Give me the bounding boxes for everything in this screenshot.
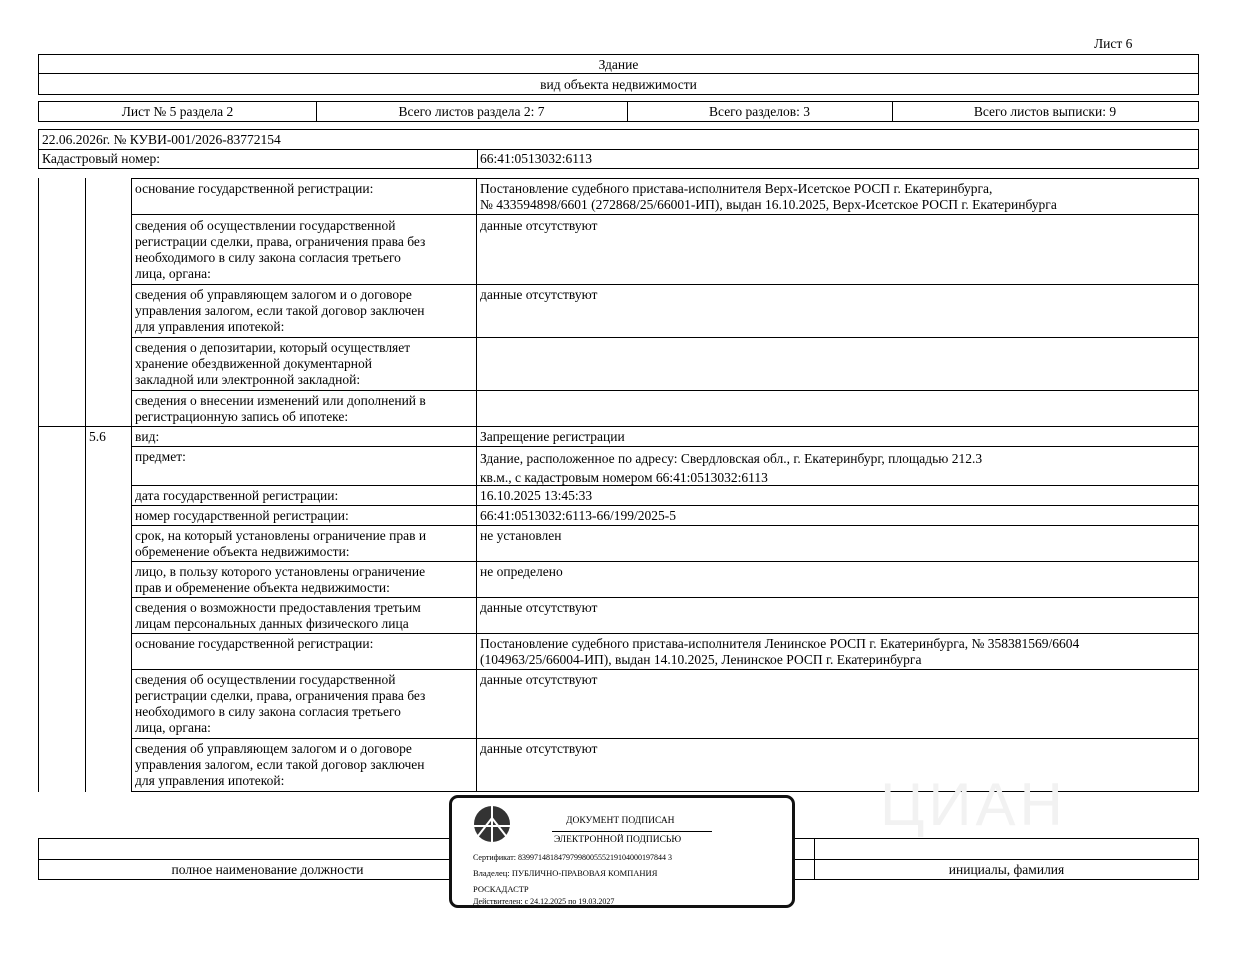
row-value: данные отсутствуют: [480, 287, 598, 302]
object-type-box: [38, 54, 1199, 95]
row-label: лицо, в пользу которого установлены ограничение прав и обременение объекта недвижимости:: [135, 564, 426, 595]
row-value: Здание, расположенное по адресу: Свердловская обл., г. Екатеринбург, площадью 212.3 кв.м., с кадастровым номером 66:41:0513032:6113: [480, 451, 983, 485]
watermark: ЦИАН: [880, 771, 1067, 838]
row-value: Постановление судебного пристава-исполнителя Ленинское РОСП г. Екатеринбурга, № 358381569/6604 (104963/25/66004-ИП), выдан 14.10.2025, Ленинское РОСП г. Екатеринбурга: [480, 636, 1080, 667]
name-caption: инициалы, фамилия: [948, 862, 1065, 877]
row-label: сведения о депозитарии, который осуществляет хранение обездвиженной документарной закладной или электронной закладной:: [135, 340, 411, 387]
row-label: сведения о внесении изменений или дополнений в регистрационную запись об ипотеке:: [135, 393, 426, 424]
row-label: дата государственной регистрации:: [135, 488, 339, 503]
row-label: срок, на который установлены ограничение прав и обременение объекта недвижимости:: [135, 528, 427, 559]
row-label: сведения об управляющем залогом и о договоре управления залогом, если такой договор заключен для управления ипотекой:: [135, 287, 425, 334]
sheet-number: Лист 6: [1094, 36, 1133, 51]
doc-ref: 22.06.2026г. № КУВИ-001/2026-83772154: [42, 132, 281, 147]
stamp-title-1: ДОКУМЕНТ ПОДПИСАН: [566, 816, 675, 826]
row-label: основание государственной регистрации:: [135, 181, 374, 196]
stamp-title-2: ЭЛЕКТРОННОЙ ПОДПИСЬЮ: [554, 835, 682, 845]
emblem-icon: [472, 804, 512, 844]
row-value: данные отсутствуют: [480, 741, 598, 756]
row-value: не установлен: [480, 528, 562, 543]
records-table: [38, 178, 1199, 792]
row-value: Постановление судебного пристава-исполнителя Верх-Исетское РОСП г. Екатеринбурга, № 433594898/6601 (272868/25/66001-ИП), выдан 16.10.2025, Верх-Исетское РОСП г. Екатеринбурга: [480, 181, 1057, 212]
row-value: 66:41:0513032:6113-66/199/2025-5: [480, 508, 676, 523]
row-label: основание государственной регистрации:: [135, 636, 374, 651]
cadastral-label: Кадастровый номер:: [42, 151, 161, 166]
stamp-owner-2: РОСКАДАСТР: [473, 884, 529, 894]
row-value: данные отсутствуют: [480, 600, 598, 615]
object-type: Здание: [598, 57, 639, 72]
object-type-caption: вид объекта недвижимости: [540, 77, 697, 92]
row-value: не определено: [480, 564, 563, 579]
row-label: вид:: [135, 429, 160, 444]
cadastral-value: 66:41:0513032:6113: [480, 151, 593, 166]
total-sheets: Всего листов выписки: 9: [973, 104, 1117, 119]
total-sheets-section: Всего листов раздела 2: 7: [398, 104, 545, 119]
row-label: предмет:: [135, 449, 186, 464]
position-caption: полное наименование должности: [171, 862, 364, 877]
stamp-certificate: Сертификат: 8399714818479799800555219104000197844 3: [473, 853, 672, 862]
row-label: сведения о возможности предоставления третьим лицам персональных данных физического лица: [135, 600, 421, 631]
stamp-owner-1: Владелец: ПУБЛИЧНО-ПРАВОВАЯ КОМПАНИЯ: [473, 868, 658, 878]
row-value: Запрещение регистрации: [480, 429, 625, 444]
row-number: 5.6: [89, 429, 106, 444]
row-label: сведения об осуществлении государственной регистрации сделки, права, ограничения права без необходимого в силу закона согласия третьего лица, органа:: [135, 218, 426, 281]
row-value: данные отсутствуют: [480, 218, 598, 233]
sheet-of-section: Лист № 5 раздела 2: [121, 104, 234, 119]
row-label: сведения об осуществлении государственной регистрации сделки, права, ограничения права без необходимого в силу закона согласия третьего лица, органа:: [135, 672, 426, 735]
row-value: данные отсутствуют: [480, 672, 598, 687]
row-label: номер государственной регистрации:: [135, 508, 349, 523]
row-value: 16.10.2025 13:45:33: [480, 488, 593, 503]
counters-row: [38, 101, 1199, 122]
row-label: сведения об управляющем залогом и о договоре управления залогом, если такой договор заключен для управления ипотекой:: [135, 741, 425, 788]
doc-ref-box: [38, 129, 1199, 169]
stamp-validity: Действителен: с 24.12.2025 по 19.03.2027: [473, 897, 615, 906]
total-sections: Всего разделов: 3: [709, 104, 810, 119]
e-signature-stamp: [449, 795, 795, 908]
